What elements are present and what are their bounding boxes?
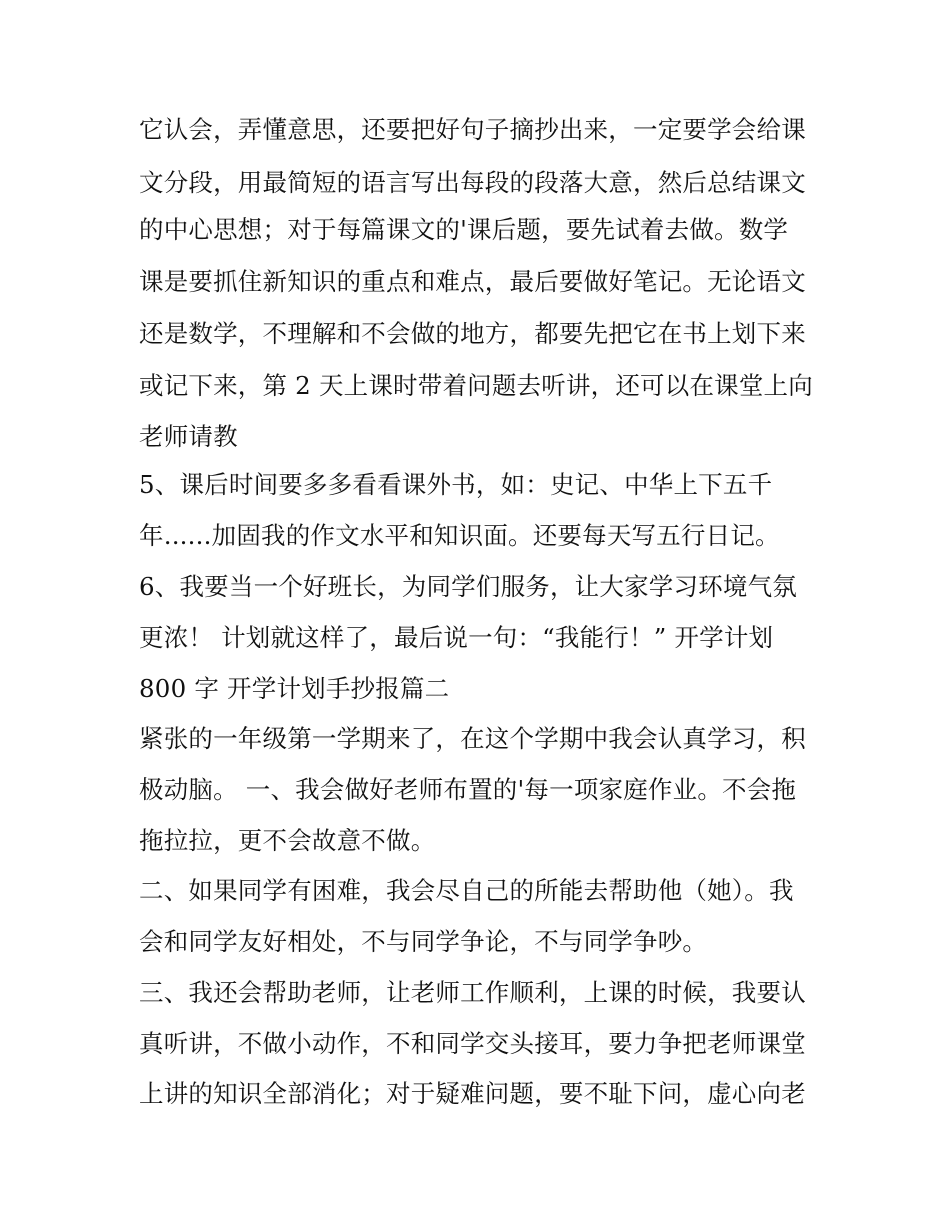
text-line: 文分段，用最简短的语言写出每段的段落大意，然后总结课文 xyxy=(139,168,806,197)
text-line: 800 字 开学计划手抄报篇二 xyxy=(139,674,450,703)
text-line: 课是要抓住新知识的重点和难点，最后要做好笔记。无论语文 xyxy=(139,267,806,296)
text-line: 老师请教 xyxy=(139,422,238,451)
text-line: 极动脑。 一、我会做好老师布置的'每一项家庭作业。不会拖 xyxy=(139,775,797,804)
text-line: 的中心思想；对于每篇课文的'课后题，要先试着去做。数学 xyxy=(139,215,789,244)
text-line: 更浓！ 计划就这样了，最后说一句：“我能行！” 开学计划 xyxy=(139,623,774,652)
text-line: 二、如果同学有困难，我会尽自己的所能去帮助他（她）。我 xyxy=(139,876,794,905)
text-line: 年......加固我的作文水平和知识面。还要每天写五行日记。 xyxy=(139,521,780,550)
text-line: 拖拉拉，更不会故意不做。 xyxy=(139,826,436,855)
text-line: 6、我要当一个好班长，为同学们服务，让大家学习环境气氛 xyxy=(139,572,797,601)
text-line: 真听讲，不做小动作，不和同学交头接耳，要力争把老师课堂 xyxy=(139,1029,806,1058)
text-line: 还是数学，不理解和不会做的地方，都要先把它在书上划下来 xyxy=(139,319,806,348)
text-line: 上讲的知识全部消化；对于疑难问题，要不耻下问，虚心向老 xyxy=(139,1079,806,1108)
text-line: 三、我还会帮助老师，让老师工作顺利，上课的时候，我要认 xyxy=(139,978,806,1007)
text-line: 5、课后时间要多多看看课外书，如：史记、中华上下五千 xyxy=(139,470,773,499)
text-line: 会和同学友好相处，不与同学争论，不与同学争吵。 xyxy=(139,927,708,956)
text-line: 或记下来，第 2 天上课时带着问题去听讲，还可以在课堂上向 xyxy=(139,371,813,400)
text-line: 它认会，弄懂意思，还要把好句子摘抄出来，一定要学会给课 xyxy=(139,115,806,144)
text-line: 紧张的一年级第一学期来了，在这个学期中我会认真学习，积 xyxy=(139,724,806,753)
